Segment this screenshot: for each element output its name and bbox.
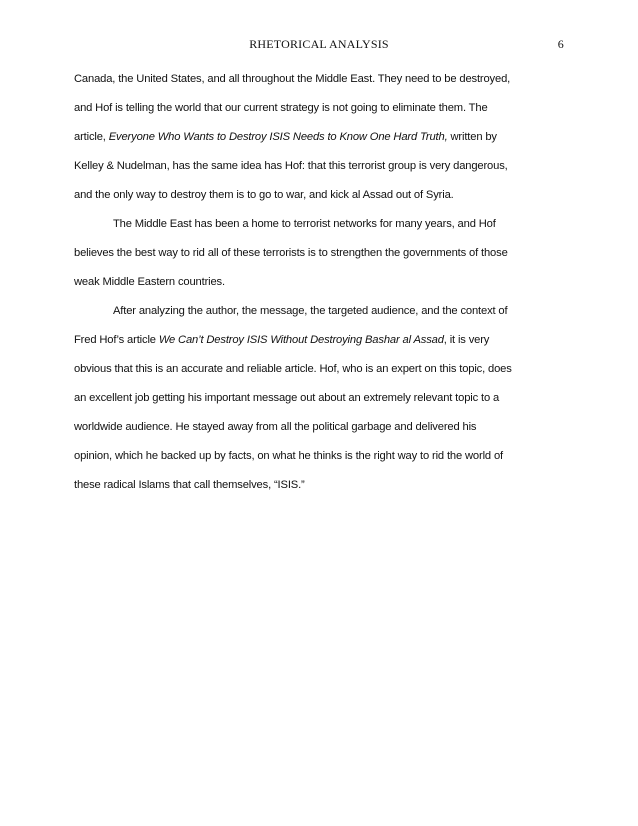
article-title-italic: Everyone Who Wants to Destroy ISIS Needs to Know One Hard Truth, [108, 131, 448, 143]
text-line: worldwide audience. He stayed away from all the political garbage and delivered his [74, 421, 477, 433]
text-line: Canada, the United States, and all throughout the Middle East. They need to be destroyed, [74, 73, 511, 85]
article-title-italic: We Can’t Destroy ISIS Without Destroying Bashar al Assad [158, 334, 444, 346]
text-line: an excellent job getting his important message out about an extremely relevant topic to a [74, 392, 500, 404]
running-head-title: RHETORICAL ANALYSIS [249, 37, 389, 51]
text-line: weak Middle Eastern countries. [74, 276, 225, 288]
text-line: and the only way to destroy them is to go to war, and kick al Assad out of Syria. [74, 189, 454, 201]
paragraph-3 [74, 297, 566, 500]
paragraph-1 [74, 65, 566, 210]
text-line: opinion, which he backed up by facts, on what he thinks is the right way to rid the world of [74, 450, 503, 462]
paragraph-2 [74, 210, 566, 297]
document-body [74, 65, 566, 500]
text-run: Fred Hof’s article [74, 334, 159, 346]
text-line: believes the best way to rid all of these terrorists is to strengthen the governments of those [74, 247, 508, 259]
text-line [74, 123, 566, 152]
page-number: 6 [557, 37, 564, 51]
text-run: , it is very [443, 334, 490, 346]
text-run: written by [447, 131, 497, 143]
text-line: obvious that this is an accurate and reliable article. Hof, who is an expert on this topic, does [74, 363, 512, 375]
text-line [74, 326, 566, 355]
text-line: and Hof is telling the world that our current strategy is not going to eliminate them. The [74, 102, 488, 114]
text-line: these radical Islams that call themselves, “ISIS.” [74, 479, 305, 491]
text-line: Kelley & Nudelman, has the same idea has Hof: that this terrorist group is very dangerous, [74, 160, 508, 172]
text-line: After analyzing the author, the message, the targeted audience, and the context of [113, 305, 508, 317]
text-run: article, [74, 131, 109, 143]
running-head [0, 37, 638, 53]
text-line: The Middle East has been a home to terrorist networks for many years, and Hof [113, 218, 496, 230]
